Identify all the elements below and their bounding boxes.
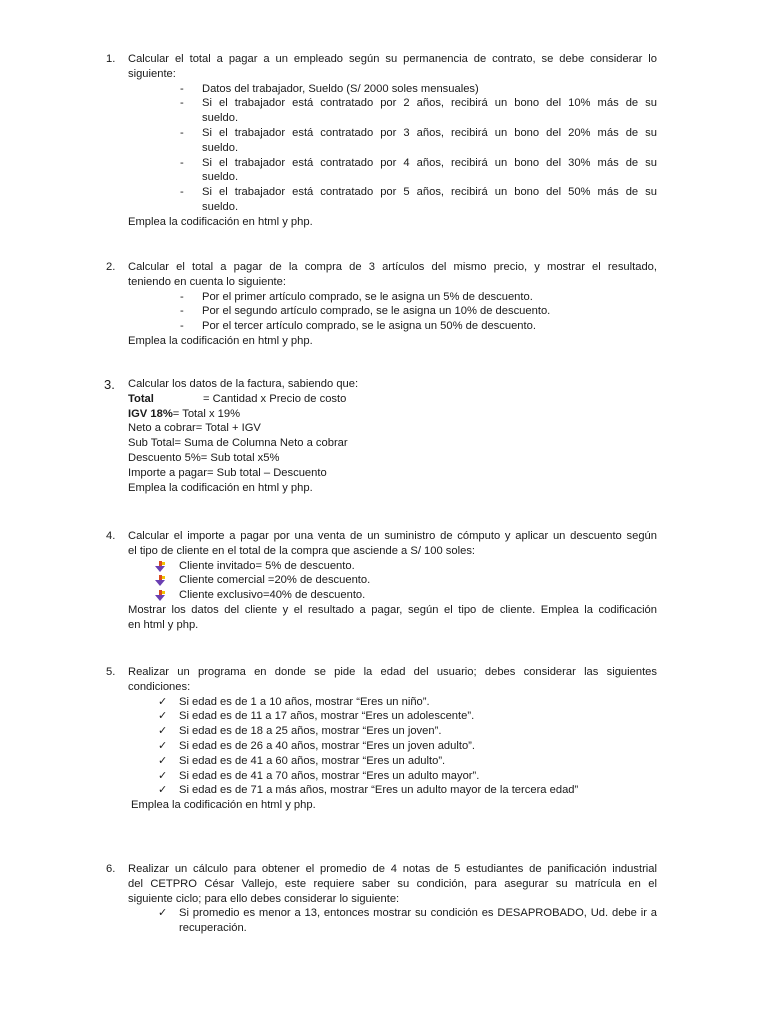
list-item-text: Cliente invitado= 5% de descuento. <box>179 559 355 572</box>
intro-line: del CETPRO César Vallejo, este requiere saber su condición, para asegurar su matrícula en el <box>128 877 657 890</box>
list-item-text: Si el trabajador está contratado por 2 años, recibirá un bono del 10% más de su <box>202 97 657 110</box>
exercise-number: 1. <box>106 53 116 65</box>
dash-bullet: - <box>180 156 184 169</box>
exercise-number: 4. <box>106 530 116 542</box>
list-item-text: Si promedio es menor a 13, entonces mostrar su condición es DESAPROBADO, Ud. debe ir a <box>179 907 657 920</box>
dash-bullet: - <box>180 290 184 303</box>
outro-line: Emplea la codificación en html y php. <box>128 334 313 347</box>
formula-label: IGV 18% <box>128 407 173 420</box>
dash-bullet: - <box>180 82 184 95</box>
exercise-number: 6. <box>106 863 116 875</box>
exercise-body <box>128 260 657 349</box>
formula-line: Descuento 5%= Sub total x5% <box>128 451 280 464</box>
formula-line: Neto a cobrar= Total + IGV <box>128 422 261 435</box>
intro-line: siguiente ciclo; para ello debes considerar lo siguiente: <box>128 892 400 905</box>
list-item-text: Si edad es de 26 a 40 años, mostrar “Eres un joven adulto”. <box>179 739 476 752</box>
list-item <box>128 304 657 319</box>
list-item <box>128 588 657 603</box>
dash-bullet: - <box>180 126 184 139</box>
exercise-body <box>128 52 657 230</box>
outro-line: Emplea la codificación en html y php. <box>128 481 313 494</box>
list-item-text: Si edad es de 71 a más años, mostrar “Eres un adulto mayor de la tercera edad” <box>179 784 579 797</box>
list-item <box>128 96 657 126</box>
list-item-text: Si edad es de 41 a 60 años, mostrar “Eres un adulto”. <box>179 754 446 767</box>
list-item-text: Por el primer artículo comprado, se le asigna un 5% de descuento. <box>202 290 533 303</box>
list-item-text: Si edad es de 18 a 25 años, mostrar “Eres un joven”. <box>179 725 442 738</box>
list-item <box>128 695 657 710</box>
arrow-down-bullet-icon <box>155 590 167 601</box>
list-item-text: Datos del trabajador, Sueldo (S/ 2000 soles mensuales) <box>202 82 479 95</box>
list-item-text: Si edad es de 11 a 17 años, mostrar “Eres un adolescente”. <box>179 710 475 723</box>
list-item-text: sueldo. <box>202 112 239 125</box>
intro-line: Calcular el total a pagar a un empleado según su permanencia de contrato, se debe considerar lo <box>128 53 657 65</box>
checkmark-icon: ✓ <box>158 907 168 920</box>
formula-text: = Total x 19% <box>172 407 241 420</box>
intro-line: Calcular el total a pagar de la compra de 3 artículos del mismo precio, y mostrar el resultado, <box>128 261 657 273</box>
list-item <box>128 739 657 754</box>
list-item-text: Si el trabajador está contratado por 5 años, recibirá un bono del 50% más de su <box>202 186 657 199</box>
list-item <box>128 573 657 588</box>
dash-bullet: - <box>180 320 184 333</box>
intro-line: siguiente: <box>128 67 176 80</box>
list-item <box>128 724 657 739</box>
checkmark-icon: ✓ <box>158 725 168 738</box>
list-item <box>128 290 657 305</box>
list-item-text: Si el trabajador está contratado por 3 años, recibirá un bono del 20% más de su <box>202 126 657 139</box>
exercise-number: 5. <box>106 666 116 678</box>
outro-line: Emplea la codificación en html y php. <box>131 799 316 812</box>
exercise-number: 2. <box>106 261 116 273</box>
list-item-text: sueldo. <box>202 171 239 184</box>
intro-line: teniendo en cuenta lo siguiente: <box>128 275 286 288</box>
list-item-text: Si edad es de 41 a 70 años, mostrar “Eres un adulto mayor”. <box>179 769 480 782</box>
formula-label: Total <box>128 392 154 405</box>
intro-line: el tipo de cliente en el total de la compra que asciende a S/ 100 soles: <box>128 544 476 557</box>
dash-bullet: - <box>180 186 184 199</box>
exercise-body <box>128 665 657 813</box>
intro-line: Calcular los datos de la factura, sabiendo que: <box>128 378 359 390</box>
checkmark-icon: ✓ <box>158 739 168 752</box>
checkmark-icon: ✓ <box>158 695 168 708</box>
exercise-number: 3. <box>104 377 115 392</box>
list-item-text: Si edad es de 1 a 10 años, mostrar “Eres un niño”. <box>179 695 430 708</box>
dash-bullet: - <box>180 305 184 318</box>
exercise-body <box>128 377 657 495</box>
list-item <box>128 769 657 784</box>
list-item <box>128 754 657 769</box>
arrow-down-bullet-icon <box>155 575 167 586</box>
list-item-text: sueldo. <box>202 141 239 154</box>
list-item-text: Si el trabajador está contratado por 4 años, recibirá un bono del 30% más de su <box>202 156 657 169</box>
list-item <box>128 156 657 186</box>
list-item <box>128 709 657 724</box>
formula-line: Sub Total= Suma de Columna Neto a cobrar <box>128 437 348 450</box>
list-item-text: Por el tercer artículo comprado, se le asigna un 50% de descuento. <box>202 320 536 333</box>
intro-line: Realizar un cálculo para obtener el promedio de 4 notas de 5 estudiantes de panificación industrial <box>128 863 657 875</box>
intro-line: Realizar un programa en donde se pide la edad del usuario; debes considerar las siguientes <box>128 666 657 678</box>
outro-line: Emplea la codificación en html y php. <box>128 215 313 228</box>
checkmark-icon: ✓ <box>158 754 168 767</box>
list-item-text: Cliente exclusivo=40% de descuento. <box>179 589 366 602</box>
formula-text: = Cantidad x Precio de costo <box>203 392 347 405</box>
list-item-text: Por el segundo artículo comprado, se le asigna un 10% de descuento. <box>202 305 551 318</box>
outro-line: en html y php. <box>128 618 199 631</box>
intro-line: Calcular el importe a pagar por una venta de un suministro de cómputo y aplicar un descuento según <box>128 530 657 542</box>
formula-line <box>128 392 657 407</box>
formula-line <box>128 407 657 422</box>
exercise-body <box>128 862 657 936</box>
outro-line: Mostrar los datos del cliente y el resultado a pagar, según el tipo de cliente. Emplea la codificación <box>128 603 657 616</box>
formula-line: Importe a pagar= Sub total – Descuento <box>128 466 327 479</box>
list-item <box>128 82 657 97</box>
checkmark-icon: ✓ <box>158 710 168 723</box>
dash-bullet: - <box>180 97 184 110</box>
checkmark-icon: ✓ <box>158 784 168 797</box>
list-item-text: sueldo. <box>202 200 239 213</box>
list-item-text: Cliente comercial =20% de descuento. <box>179 574 371 587</box>
checkmark-icon: ✓ <box>158 769 168 782</box>
list-item <box>128 906 657 936</box>
exercise-body <box>128 529 657 633</box>
list-item <box>128 559 657 574</box>
list-item <box>128 185 657 215</box>
list-item <box>128 783 657 798</box>
list-item <box>128 319 657 334</box>
list-item-text: recuperación. <box>179 922 247 935</box>
list-item <box>128 126 657 156</box>
intro-line: condiciones: <box>128 680 191 693</box>
arrow-down-bullet-icon <box>155 561 167 572</box>
